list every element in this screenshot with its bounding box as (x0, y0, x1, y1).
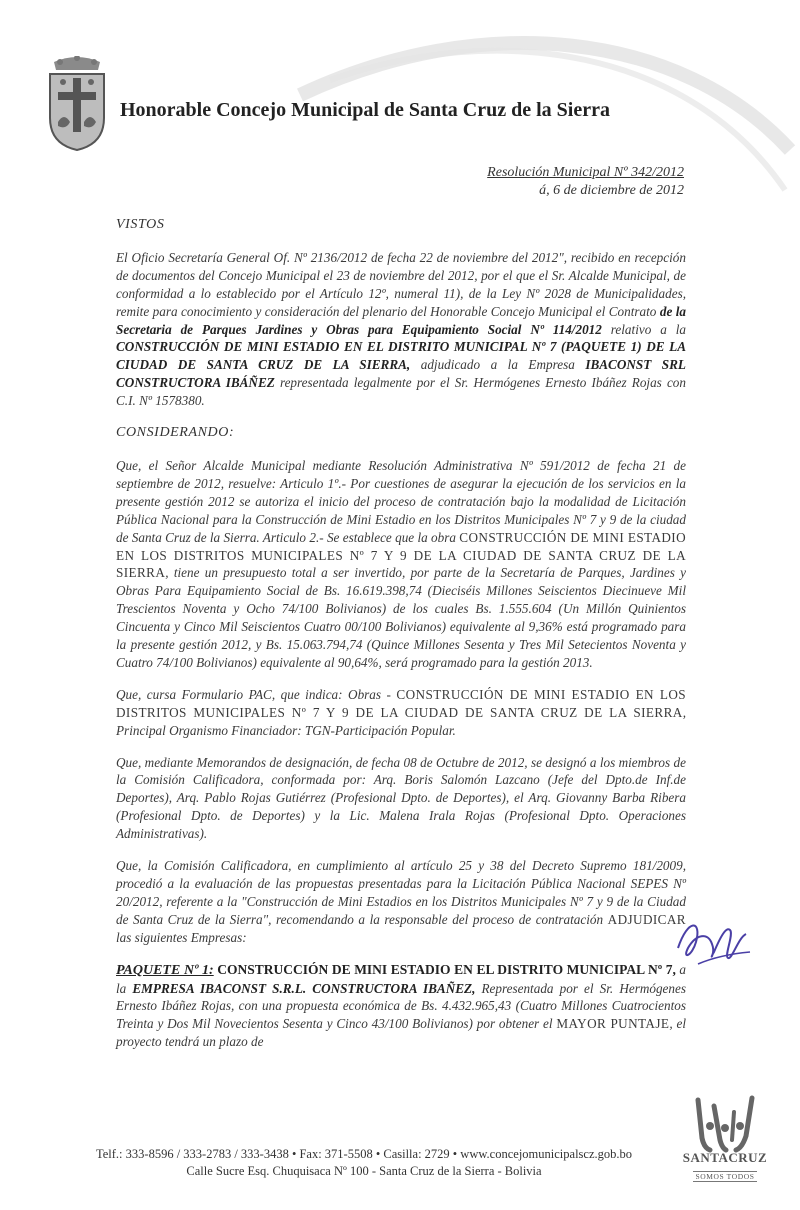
considerando-paragraph-3: Que, mediante Memorandos de designación, de fecha 08 de Octubre de 2012, se designó a los miembros de la Comisión Calificadora, conformada por: Arq. Boris Salomón Lazcano (Jefe del Dpto.de Inf.de Deportes), Arq. Pablo Rojas Gutiérrez (Profesional Dpto. de Deportes), el Arq. Giovanny Barba Ribera (Profesional Dpto. de Deportes) y la Lic. Malena Irala Rojas (Profesional Dpto. Operaciones Administrativas). (116, 754, 686, 842)
text-run: adjudicado a la Empresa (410, 357, 586, 373)
considerando-heading: CONSIDERANDO: (116, 425, 235, 441)
text-run: a la (116, 961, 687, 996)
logo-line-2: SOMOS TODOS (695, 1172, 755, 1181)
text-run: las siguientes Empresas: (116, 929, 247, 945)
text-run: Que, la Comisión Calificadora, en cumplimiento al artículo 25 y 38 del Decreto Supremo 181/2009, procedió a la evaluación de las propuestas presentadas para la Licitación Pública Nacional SEPES Nº 20/2012, referente a la "Construcción de Mini Estadios en los Distritos Municipales Nº 7 y 9 de la Ciudad de Santa Cruz de la Sierra", recomendando a la responsable del proceso de contratación (116, 858, 686, 927)
considerando-paragraph-4 (116, 857, 686, 947)
letterhead (46, 56, 766, 156)
document-body (116, 216, 686, 1065)
vistos-heading: VISTOS (116, 217, 165, 232)
considerando-paragraph-1 (116, 457, 686, 672)
logo-line-1: SANTACRUZ (682, 1150, 768, 1165)
footer-address-line: Calle Sucre Esq. Chuquisaca Nº 100 - Santa Cruz de la Sierra - Bolivia (186, 1164, 542, 1178)
company-name: EMPRESA IBACONST S.R.L. CONSTRUCTORA IBAÑEZ, (132, 980, 476, 996)
resolution-number: Resolución Municipal Nº 342/2012 (487, 165, 684, 180)
text-run: Representada por el Sr. Hermógenes Ernesto Ibáñez Rojas, con una propuesta económica de Bs. 4.432.965,43 (Cuatro Millones Cuatrocientos Treinta y Dos Mil Novecientos Sesenta y Cinco 43/100 Bolivianos) por obtener el (116, 980, 686, 1032)
package-title: CONSTRUCCIÓN DE MINI ESTADIO EN EL DISTRITO MUNICIPAL Nº 7, (213, 961, 676, 977)
bold-run: IBACONST SRL CONSTRUCTORA IBÁÑEZ (116, 357, 686, 391)
caps-run: ADJUDICAR (607, 911, 686, 927)
caps-run: MAYOR PUNTAJE (556, 1016, 670, 1032)
text-run: representada legalmente por el Sr. Hermógenes Ernesto Ibáñez Rojas con C.I. Nº 1578380. (116, 375, 686, 409)
bold-run: CONSTRUCCIÓN DE MINI ESTADIO EN EL DISTRITO MUNICIPAL Nº 7 (PAQUETE 1) DE LA CIUDAD DE SANTA CRUZ DE LA SIERRA, (116, 339, 686, 373)
caps-run: CONSTRUCCIÓN DE MINI ESTADIO EN LOS DISTRITOS MUNICIPALES Nº 7 Y 9 DE LA CIUDAD DE SANTA CRUZ DE LA SIERRA (116, 529, 687, 581)
package-label: PAQUETE Nº 1: (116, 962, 214, 978)
caps-run: CONSTRUCCIÓN DE MINI ESTADIO EN LOS DISTRITOS MUNICIPALES Nº 7 Y 9 DE LA CIUDAD DE SANTA CRUZ DE LA SIERRA (116, 686, 686, 720)
text-run: , el proyecto tendrá un plazo de (116, 1016, 686, 1050)
bold-run: de la Secretaria de Parques Jardines y Obras para Equipamiento Social Nº 114/2012 (116, 303, 686, 337)
text-run: Que, cursa Formulario PAC, que indica: Obras - (116, 686, 397, 702)
footer (44, 1146, 684, 1180)
vistos-paragraph (116, 249, 686, 410)
text-run: , tiene un presupuesto total a ser invertido, por parte de la Secretaría de Parques, Jardines y Obras Para Equipamiento Social de Bs. 16.619.398,74 (Dieciséis Millones Seiscientos Diecinueve Mil Trescientos Noventa y Ocho 74/100 Bolivianos) de los cuales Bs. 1.555.604 (Un Millón Quinientos Cincuenta y Cinco Mil Seiscientos Cuatro 00/100 Bolivianos) equivalente al 9,36% está programado para la presente gestión 2012, y Bs. 15.063.794,74 (Quince Millones Sesenta y Tres Mil Setecientos Noventa y Cuatro 74/100 Bolivianos) equivalente al 90,64%, será programado para la gestión 2013. (116, 565, 686, 670)
handwritten-signature-icon (668, 908, 758, 978)
considerando-paragraph-2 (116, 686, 686, 740)
logo-wordmark (680, 1150, 770, 1184)
paquete-1-paragraph (116, 961, 686, 1052)
text-run: relativo a la (601, 321, 686, 337)
text-run: Que, el Señor Alcalde Municipal mediante Resolución Administrativa Nº 591/2012 de fecha 21 de septiembre de 2012, resuelve: Articulo 1º.- Por cuestiones de asegurar la ejecución de los servicios en la presente gestión 2012 se autoriza el inicio del proceso de contratación bajo la modalidad de Licitación Pública Nacional para la Construcción de Mini Estadio en los Distritos Municipales Nº 7 y 9 de la ciudad de Santa Cruz de la Sierra. Articulo 2.- Se establece que la obra (116, 457, 686, 545)
text-run: El Oficio Secretaría General Of. Nº 2136/2012 de fecha 22 de noviembre del 2012", recibido en recepción de documentos del Concejo Municipal el 23 de noviembre del 2012, por el que el Sr. Alcalde Municipal, de conformidad a lo establecido por el Artículo 12º, numeral 11), de la Ley Nº 2028 de Municipalidades, remite para conocimiento y consideración del plenario del Honorable Concejo Municipal el Contrato (116, 249, 686, 319)
coat-of-arms-icon (46, 56, 108, 152)
organization-title: Honorable Concejo Municipal de Santa Cruz de la Sierra (120, 99, 610, 121)
resolution-date: á, 6 de diciembre de 2012 (539, 183, 684, 198)
resolution-block (487, 164, 684, 200)
text-run: , Principal Organismo Financiador: TGN-Participación Popular. (116, 704, 686, 738)
footer-contact-line: Telf.: 333-8596 / 333-2783 / 333-3438 • Fax: 371-5508 • Casilla: 2729 • www.concejomunicipalscz.gob.bo (95, 1147, 633, 1161)
